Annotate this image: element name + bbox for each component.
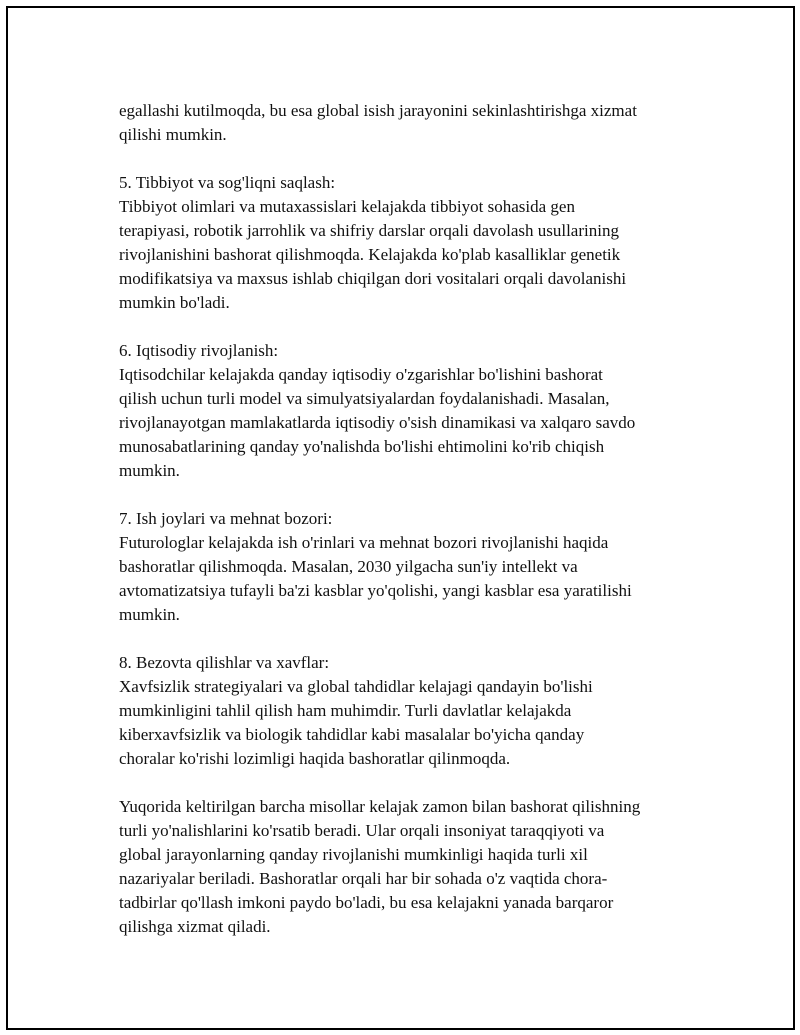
- paragraph-conclusion: [119, 795, 699, 939]
- text-line: munosabatlarining qanday yo'nalishda bo'lishi ehtimolini ko'rib chiqish: [119, 437, 605, 456]
- text-line: qilishi mumkin.: [119, 125, 227, 144]
- paragraph-section-7: [119, 507, 699, 627]
- text-line: rivojlanayotgan mamlakatlarda iqtisodiy o'sish dinamikasi va xalqaro savdo: [119, 413, 636, 432]
- document-page: [6, 6, 795, 1030]
- paragraph-intro-continuation: [119, 99, 699, 147]
- paragraph-section-5: [119, 171, 699, 315]
- text-line: terapiyasi, robotik jarrohlik va shifriy darslar orqali davolash usullarining: [119, 221, 619, 240]
- text-line: qilish uchun turli model va simulyatsiyalardan foydalanishadi. Masalan,: [119, 389, 610, 408]
- paragraph-section-8: [119, 651, 699, 771]
- text-line: bashoratlar qilishmoqda. Masalan, 2030 yilgacha sun'iy intellekt va: [119, 557, 578, 576]
- text-line: qilishga xizmat qiladi.: [119, 917, 271, 936]
- text-line: global jarayonlarning qanday rivojlanishi mumkinligi haqida turli xil: [119, 845, 588, 864]
- text-line: mumkin.: [119, 605, 180, 624]
- text-line: avtomatizatsiya tufayli ba'zi kasblar yo'qolishi, yangi kasblar esa yaratilishi: [119, 581, 632, 600]
- text-line: Futurologlar kelajakda ish o'rinlari va mehnat bozori rivojlanishi haqida: [119, 533, 609, 552]
- text-line: mumkin.: [119, 461, 180, 480]
- section-heading: 5. Tibbiyot va sog'liqni saqlash:: [119, 173, 336, 192]
- section-heading: 7. Ish joylari va mehnat bozori:: [119, 509, 333, 528]
- document-body: [119, 99, 699, 963]
- text-line: rivojlanishini bashorat qilishmoqda. Kelajakda ko'plab kasalliklar genetik: [119, 245, 621, 264]
- text-line: mumkin bo'ladi.: [119, 293, 230, 312]
- section-heading: 8. Bezovta qilishlar va xavflar:: [119, 653, 330, 672]
- text-line: choralar ko'rishi lozimligi haqida bashoratlar qilinmoqda.: [119, 749, 511, 768]
- text-line: egallashi kutilmoqda, bu esa global isish jarayonini sekinlashtirishga xizmat: [119, 101, 637, 120]
- text-line: Yuqorida keltirilgan barcha misollar kelajak zamon bilan bashorat qilishning: [119, 797, 641, 816]
- text-line: modifikatsiya va maxsus ishlab chiqilgan dori vositalari orqali davolanishi: [119, 269, 627, 288]
- text-line: tadbirlar qo'llash imkoni paydo bo'ladi, bu esa kelajakni yanada barqaror: [119, 893, 614, 912]
- text-line: Tibbiyot olimlari va mutaxassislari kelajakda tibbiyot sohasida gen: [119, 197, 575, 216]
- text-line: nazariyalar beriladi. Bashoratlar orqali har bir sohada o'z vaqtida chora-: [119, 869, 608, 888]
- text-line: Iqtisodchilar kelajakda qanday iqtisodiy o'zgarishlar bo'lishini bashorat: [119, 365, 603, 384]
- text-line: Xavfsizlik strategiyalari va global tahdidlar kelajagi qandayin bo'lishi: [119, 677, 593, 696]
- paragraph-section-6: [119, 339, 699, 483]
- text-line: kiberxavfsizlik va biologik tahdidlar kabi masalalar bo'yicha qanday: [119, 725, 585, 744]
- section-heading: 6. Iqtisodiy rivojlanish:: [119, 341, 279, 360]
- text-line: turli yo'nalishlarini ko'rsatib beradi. Ular orqali insoniyat taraqqiyoti va: [119, 821, 605, 840]
- text-line: mumkinligini tahlil qilish ham muhimdir. Turli davlatlar kelajakda: [119, 701, 572, 720]
